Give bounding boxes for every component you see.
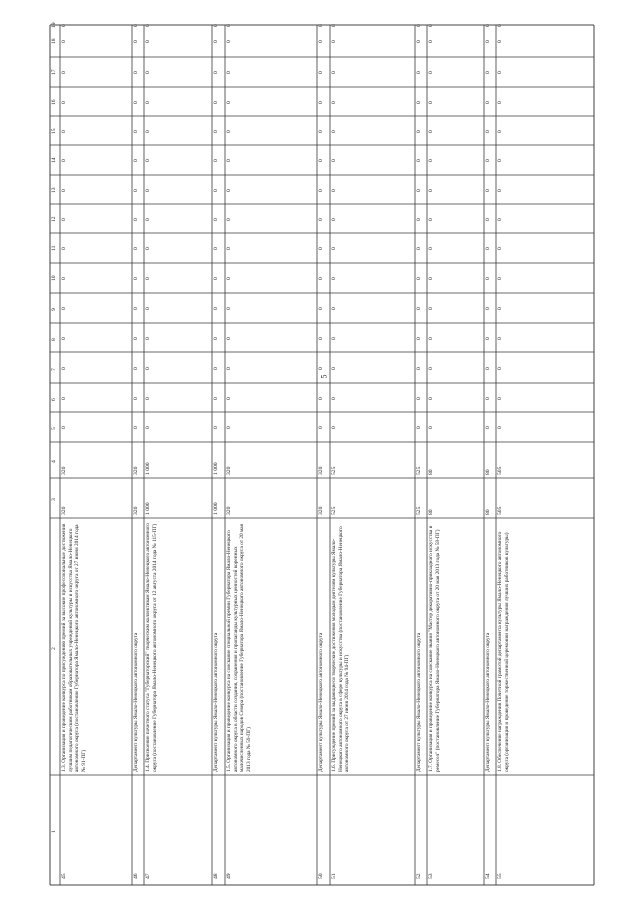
- row-cell-value: 0: [416, 40, 422, 43]
- row-cell-value: 0: [61, 188, 67, 192]
- row-cell-value: 0: [428, 129, 434, 133]
- row-cell-value: 0: [318, 217, 324, 221]
- row-cell-value: 0: [485, 366, 491, 370]
- row-cell-value: 0: [497, 100, 503, 104]
- row-cell-value: 0: [485, 24, 491, 27]
- row-col3-value: 320: [318, 506, 324, 515]
- row-cell-value: 0: [145, 307, 151, 310]
- row-cell-value: 0: [485, 336, 491, 340]
- row-col3-value: 320: [226, 506, 232, 515]
- row-col4-value: 80: [428, 469, 434, 475]
- row-description: Департамент культуры Ямало-Ненецкого автономного округа: [213, 632, 219, 772]
- row-col4-value: 80: [485, 469, 491, 475]
- row-cell-value: 0: [145, 217, 151, 221]
- row-cell-value: 0: [318, 277, 324, 280]
- header-col-number: 19: [51, 22, 57, 28]
- row-cell-value: 0: [416, 100, 422, 104]
- row-cell-value: 0: [61, 217, 67, 221]
- header-col-number: 9: [51, 308, 57, 311]
- row-cell-value: 0: [497, 159, 503, 162]
- row-cell-value: 0: [61, 100, 67, 104]
- header-col-number: 17: [51, 69, 57, 75]
- row-cell-value: 0: [416, 396, 422, 400]
- row-cell-value: 0: [331, 336, 337, 340]
- row-cell-value: 0: [331, 277, 337, 280]
- row-cell-value: 0: [428, 426, 434, 429]
- header-col-number: 14: [51, 157, 57, 163]
- row-number: 54: [485, 873, 491, 879]
- row-cell-value: 0: [226, 217, 232, 221]
- row-cell-value: 0: [61, 71, 67, 74]
- row-cell-value: 0: [213, 277, 219, 280]
- row-cell-value: 0: [485, 129, 491, 133]
- row-cell-value: 0: [416, 366, 422, 370]
- row-cell-value: 0: [61, 159, 67, 162]
- row-cell-value: 0: [331, 129, 337, 133]
- row-cell-value: 0: [485, 307, 491, 310]
- row-description: Департамент культуры Ямало-Ненецкого автономного округа: [318, 632, 324, 772]
- row-number: 47: [145, 873, 151, 879]
- row-cell-value: 0: [497, 40, 503, 43]
- row-cell-value: 0: [497, 396, 503, 400]
- row-cell-value: 0: [485, 247, 491, 250]
- row-cell-value: 0: [331, 366, 337, 370]
- row-cell-value: 0: [428, 71, 434, 74]
- row-cell-value: 0: [145, 159, 151, 162]
- row-cell-value: 0: [416, 336, 422, 340]
- row-cell-value: 0: [145, 129, 151, 133]
- row-cell-value: 0: [226, 40, 232, 43]
- row-cell-value: 0: [226, 24, 232, 27]
- row-number: 48: [213, 873, 219, 879]
- row-col3-value: 320: [133, 506, 139, 515]
- row-cell-value: 0: [133, 426, 139, 429]
- row-cell-value: 0: [416, 188, 422, 192]
- row-cell-value: 0: [428, 159, 434, 162]
- row-cell-value: 0: [416, 71, 422, 74]
- row-cell-value: 0: [485, 71, 491, 74]
- row-cell-value: 0: [318, 247, 324, 250]
- row-col3-value: 320: [61, 506, 67, 515]
- row-number: 55: [497, 873, 503, 879]
- row-cell-value: 0: [61, 336, 67, 340]
- row-cell-value: 0: [416, 277, 422, 280]
- row-cell-value: 0: [318, 24, 324, 27]
- row-col3-value: 1 000: [213, 502, 219, 515]
- header-col-number: 4: [51, 460, 57, 463]
- row-col3-value: 80: [485, 509, 491, 515]
- row-cell-value: 0: [145, 100, 151, 104]
- row-cell-value: 0: [145, 188, 151, 192]
- row-cell-value: 0: [226, 336, 232, 340]
- row-cell-value: 0: [133, 366, 139, 370]
- row-col4-value: 320: [133, 466, 139, 475]
- row-cell-value: 0: [318, 188, 324, 192]
- row-number: 45: [61, 873, 67, 879]
- row-cell-value: 0: [318, 71, 324, 74]
- row-cell-value: 0: [133, 247, 139, 250]
- row-cell-value: 0: [133, 24, 139, 27]
- row-cell-value: 0: [485, 396, 491, 400]
- row-cell-value: 0: [428, 396, 434, 400]
- row-cell-value: 0: [226, 247, 232, 250]
- row-cell-value: 0: [318, 366, 324, 370]
- header-col-number: 2: [51, 646, 57, 650]
- row-cell-value: 0: [145, 247, 151, 250]
- row-description: Департамент культуры Ямало-Ненецкого автономного округа: [133, 632, 139, 772]
- row-cell-value: 0: [497, 71, 503, 74]
- row-col3-value: 505: [497, 506, 503, 515]
- row-cell-value: 0: [133, 396, 139, 400]
- row-description: 1.5. Организация и проведение конкурса на соискание специальной премии Губернатора Ямало-Ненецкого автономного округа в области создания, сохранения и пропаганды культурных ценностей коренных малочисленных народов Севера (постановление Губернатора Ямало-Ненецкого автономного округа от 20 мая 2013 года № 59-ПГ): [226, 523, 252, 772]
- row-col3-value: 1 000: [145, 502, 151, 515]
- header-col-number: 5: [51, 427, 57, 430]
- row-cell-value: 0: [226, 277, 232, 280]
- row-description: 1.6. Присуждение премий за выдающиеся творческие достижения молодым деятелям культуры Ямало-Ненецкого автономного округа в сфере культуры и искусства (постановление Губернатора Ямало-Ненецкого автономного округа от 27 июня 2014 года № 94-ПГ): [331, 526, 351, 772]
- row-cell-value: 0: [485, 40, 491, 43]
- row-col4-value: 525: [416, 466, 422, 475]
- row-cell-value: 0: [318, 40, 324, 43]
- row-col4-value: 320: [318, 466, 324, 475]
- row-cell-value: 0: [226, 396, 232, 400]
- row-cell-value: 0: [226, 159, 232, 162]
- row-cell-value: 0: [61, 247, 67, 250]
- row-cell-value: 0: [133, 159, 139, 162]
- header-col-number: 1: [51, 830, 57, 833]
- row-cell-value: 0: [331, 188, 337, 192]
- row-cell-value: 0: [331, 426, 337, 429]
- row-cell-value: 0: [133, 40, 139, 43]
- row-cell-value: 0: [133, 188, 139, 192]
- row-col3-value: 80: [428, 509, 434, 515]
- header-col-number: 12: [51, 215, 57, 222]
- row-description: 1.4. Присвоение почетного статуса "Губернаторский" творческим коллективам Ямало-Ненецкого автономного округа (постановление Губернатора Ямало-Ненецкого автономного округа от 12 августа 2014 года № 115-ПГ): [145, 523, 158, 772]
- row-cell-value: 0: [497, 366, 503, 370]
- row-cell-value: 0: [318, 159, 324, 162]
- row-cell-value: 0: [497, 188, 503, 192]
- row-cell-value: 0: [145, 40, 151, 43]
- header-col-number: 6: [51, 397, 57, 401]
- row-description: 1.3. Организация и проведение конкурса по присуждению премий за высокие профессиональные достижения лучшим педагогическим работникам образовательных учреждений культуры и искусства Ямало-Ненецкого автономного округа (постановление Губернатора Ямало-Ненецкого автономного округа от 27 июня 2014 года № 91-ПГ): [61, 523, 87, 772]
- row-cell-value: 0: [416, 247, 422, 250]
- row-number: 53: [428, 873, 434, 879]
- row-cell-value: 0: [61, 24, 67, 27]
- row-cell-value: 0: [428, 40, 434, 43]
- row-description: Департамент культуры Ямало-Ненецкого автономного округа: [485, 632, 491, 772]
- row-cell-value: 0: [213, 159, 219, 162]
- row-cell-value: 0: [213, 24, 219, 27]
- row-col3-value: 525: [331, 506, 337, 515]
- row-cell-value: 0: [61, 40, 67, 43]
- row-cell-value: 0: [133, 129, 139, 133]
- row-cell-value: 0: [226, 129, 232, 133]
- row-cell-value: 0: [416, 159, 422, 162]
- row-cell-value: 0: [318, 396, 324, 400]
- row-cell-value: 0: [226, 188, 232, 192]
- row-cell-value: 0: [428, 307, 434, 310]
- row-cell-value: 0: [331, 396, 337, 400]
- row-cell-value: 0: [213, 71, 219, 74]
- row-cell-value: 0: [416, 426, 422, 429]
- row-cell-value: 0: [145, 71, 151, 74]
- header-col-number: 13: [51, 186, 57, 193]
- row-cell-value: 0: [416, 24, 422, 27]
- row-cell-value: 0: [497, 129, 503, 133]
- row-cell-value: 0: [213, 188, 219, 192]
- row-col3-value: 525: [416, 506, 422, 515]
- row-cell-value: 0: [497, 307, 503, 310]
- row-description: 1.7. Организация и проведение конкурса на соискание звания "Мастер декоративно-прикладного искусства и ремесел" (постановление Губернатора Ямало-Ненецкого автономного округа от 20 мая 2013 года № 59-ПГ): [428, 525, 441, 772]
- row-cell-value: 0: [331, 217, 337, 221]
- row-cell-value: 0: [145, 277, 151, 280]
- row-cell-value: 0: [485, 188, 491, 192]
- row-cell-value: 0: [213, 129, 219, 133]
- row-cell-value: 0: [428, 217, 434, 221]
- row-cell-value: 0: [428, 247, 434, 250]
- row-cell-value: 0: [331, 71, 337, 74]
- row-cell-value: 0: [331, 40, 337, 43]
- header-col-number: 18: [51, 38, 57, 44]
- row-cell-value: 0: [213, 247, 219, 250]
- row-cell-value: 0: [485, 426, 491, 429]
- row-cell-value: 0: [213, 366, 219, 370]
- row-cell-value: 0: [213, 40, 219, 43]
- row-col4-value: 1 000: [213, 462, 219, 475]
- row-cell-value: 0: [485, 159, 491, 162]
- row-cell-value: 0: [226, 307, 232, 310]
- row-cell-value: 0: [331, 307, 337, 310]
- row-cell-value: 0: [61, 366, 67, 370]
- row-col4-value: 1 000: [145, 462, 151, 475]
- row-cell-value: 0: [61, 396, 67, 400]
- row-cell-value: 0: [318, 307, 324, 310]
- row-cell-value: 0: [318, 336, 324, 340]
- row-cell-value: 0: [416, 217, 422, 221]
- row-cell-value: 0: [318, 426, 324, 429]
- row-cell-value: 0: [428, 188, 434, 192]
- row-cell-value: 0: [133, 336, 139, 340]
- row-number: 52: [416, 873, 422, 879]
- row-cell-value: 0: [133, 217, 139, 221]
- row-cell-value: 0: [331, 24, 337, 27]
- row-cell-value: 0: [497, 217, 503, 221]
- row-number: 50: [318, 873, 324, 879]
- row-col4-value: 525: [331, 466, 337, 475]
- row-cell-value: 0: [428, 366, 434, 370]
- row-cell-value: 0: [497, 336, 503, 340]
- row-cell-value: 0: [318, 129, 324, 133]
- row-cell-value: 0: [416, 129, 422, 133]
- row-col4-value: 320: [226, 466, 232, 475]
- row-cell-value: 0: [133, 100, 139, 104]
- header-col-number: 15: [51, 127, 57, 134]
- row-cell-value: 0: [497, 426, 503, 429]
- row-cell-value: 0: [213, 336, 219, 340]
- row-col4-value: 320: [61, 466, 67, 475]
- row-cell-value: 0: [416, 307, 422, 310]
- row-description: 1.8. Обеспечение награждения Почетной грамотой департамента культуры Ямало-Ненецкого автономного округа (организация и проведение торжественной церемонии награждения лучших работников культуры): [497, 531, 510, 772]
- page-number: 5: [319, 374, 329, 379]
- header-col-number: 8: [51, 337, 57, 341]
- row-cell-value: 0: [61, 129, 67, 133]
- row-cell-value: 0: [213, 217, 219, 221]
- row-cell-value: 0: [428, 277, 434, 280]
- row-cell-value: 0: [485, 100, 491, 104]
- row-cell-value: 0: [226, 366, 232, 370]
- header-col-number: 3: [51, 498, 57, 501]
- row-cell-value: 0: [61, 307, 67, 310]
- row-cell-value: 0: [213, 426, 219, 429]
- row-number: 51: [331, 873, 337, 879]
- row-number: 46: [133, 873, 139, 879]
- row-cell-value: 0: [213, 307, 219, 310]
- row-cell-value: 0: [145, 336, 151, 340]
- row-cell-value: 0: [145, 366, 151, 370]
- row-cell-value: 0: [226, 100, 232, 104]
- row-cell-value: 0: [497, 277, 503, 280]
- row-cell-value: 0: [428, 24, 434, 27]
- row-cell-value: 0: [497, 247, 503, 250]
- row-cell-value: 0: [485, 277, 491, 280]
- row-cell-value: 0: [133, 71, 139, 74]
- row-cell-value: 0: [61, 277, 67, 280]
- row-cell-value: 0: [226, 71, 232, 74]
- row-cell-value: 0: [497, 24, 503, 27]
- row-cell-value: 0: [145, 24, 151, 27]
- row-cell-value: 0: [331, 100, 337, 104]
- row-cell-value: 0: [331, 247, 337, 250]
- header-col-number: 7: [51, 367, 57, 371]
- row-cell-value: 0: [61, 426, 67, 429]
- row-col4-value: 505: [497, 466, 503, 475]
- row-cell-value: 0: [145, 426, 151, 429]
- row-number: 49: [226, 873, 232, 879]
- row-description: Департамент культуры Ямало-Ненецкого автономного округа: [416, 632, 422, 772]
- row-cell-value: 0: [133, 307, 139, 310]
- row-cell-value: 0: [226, 426, 232, 429]
- row-cell-value: 0: [145, 396, 151, 400]
- header-col-number: 10: [51, 275, 57, 281]
- row-cell-value: 0: [213, 100, 219, 104]
- row-cell-value: 0: [428, 100, 434, 104]
- row-cell-value: 0: [213, 396, 219, 400]
- row-cell-value: 0: [428, 336, 434, 340]
- header-col-number: 16: [51, 98, 57, 105]
- row-cell-value: 0: [133, 277, 139, 280]
- header-col-number: 11: [51, 245, 57, 251]
- row-cell-value: 0: [331, 159, 337, 162]
- row-cell-value: 0: [318, 100, 324, 104]
- row-cell-value: 0: [485, 217, 491, 221]
